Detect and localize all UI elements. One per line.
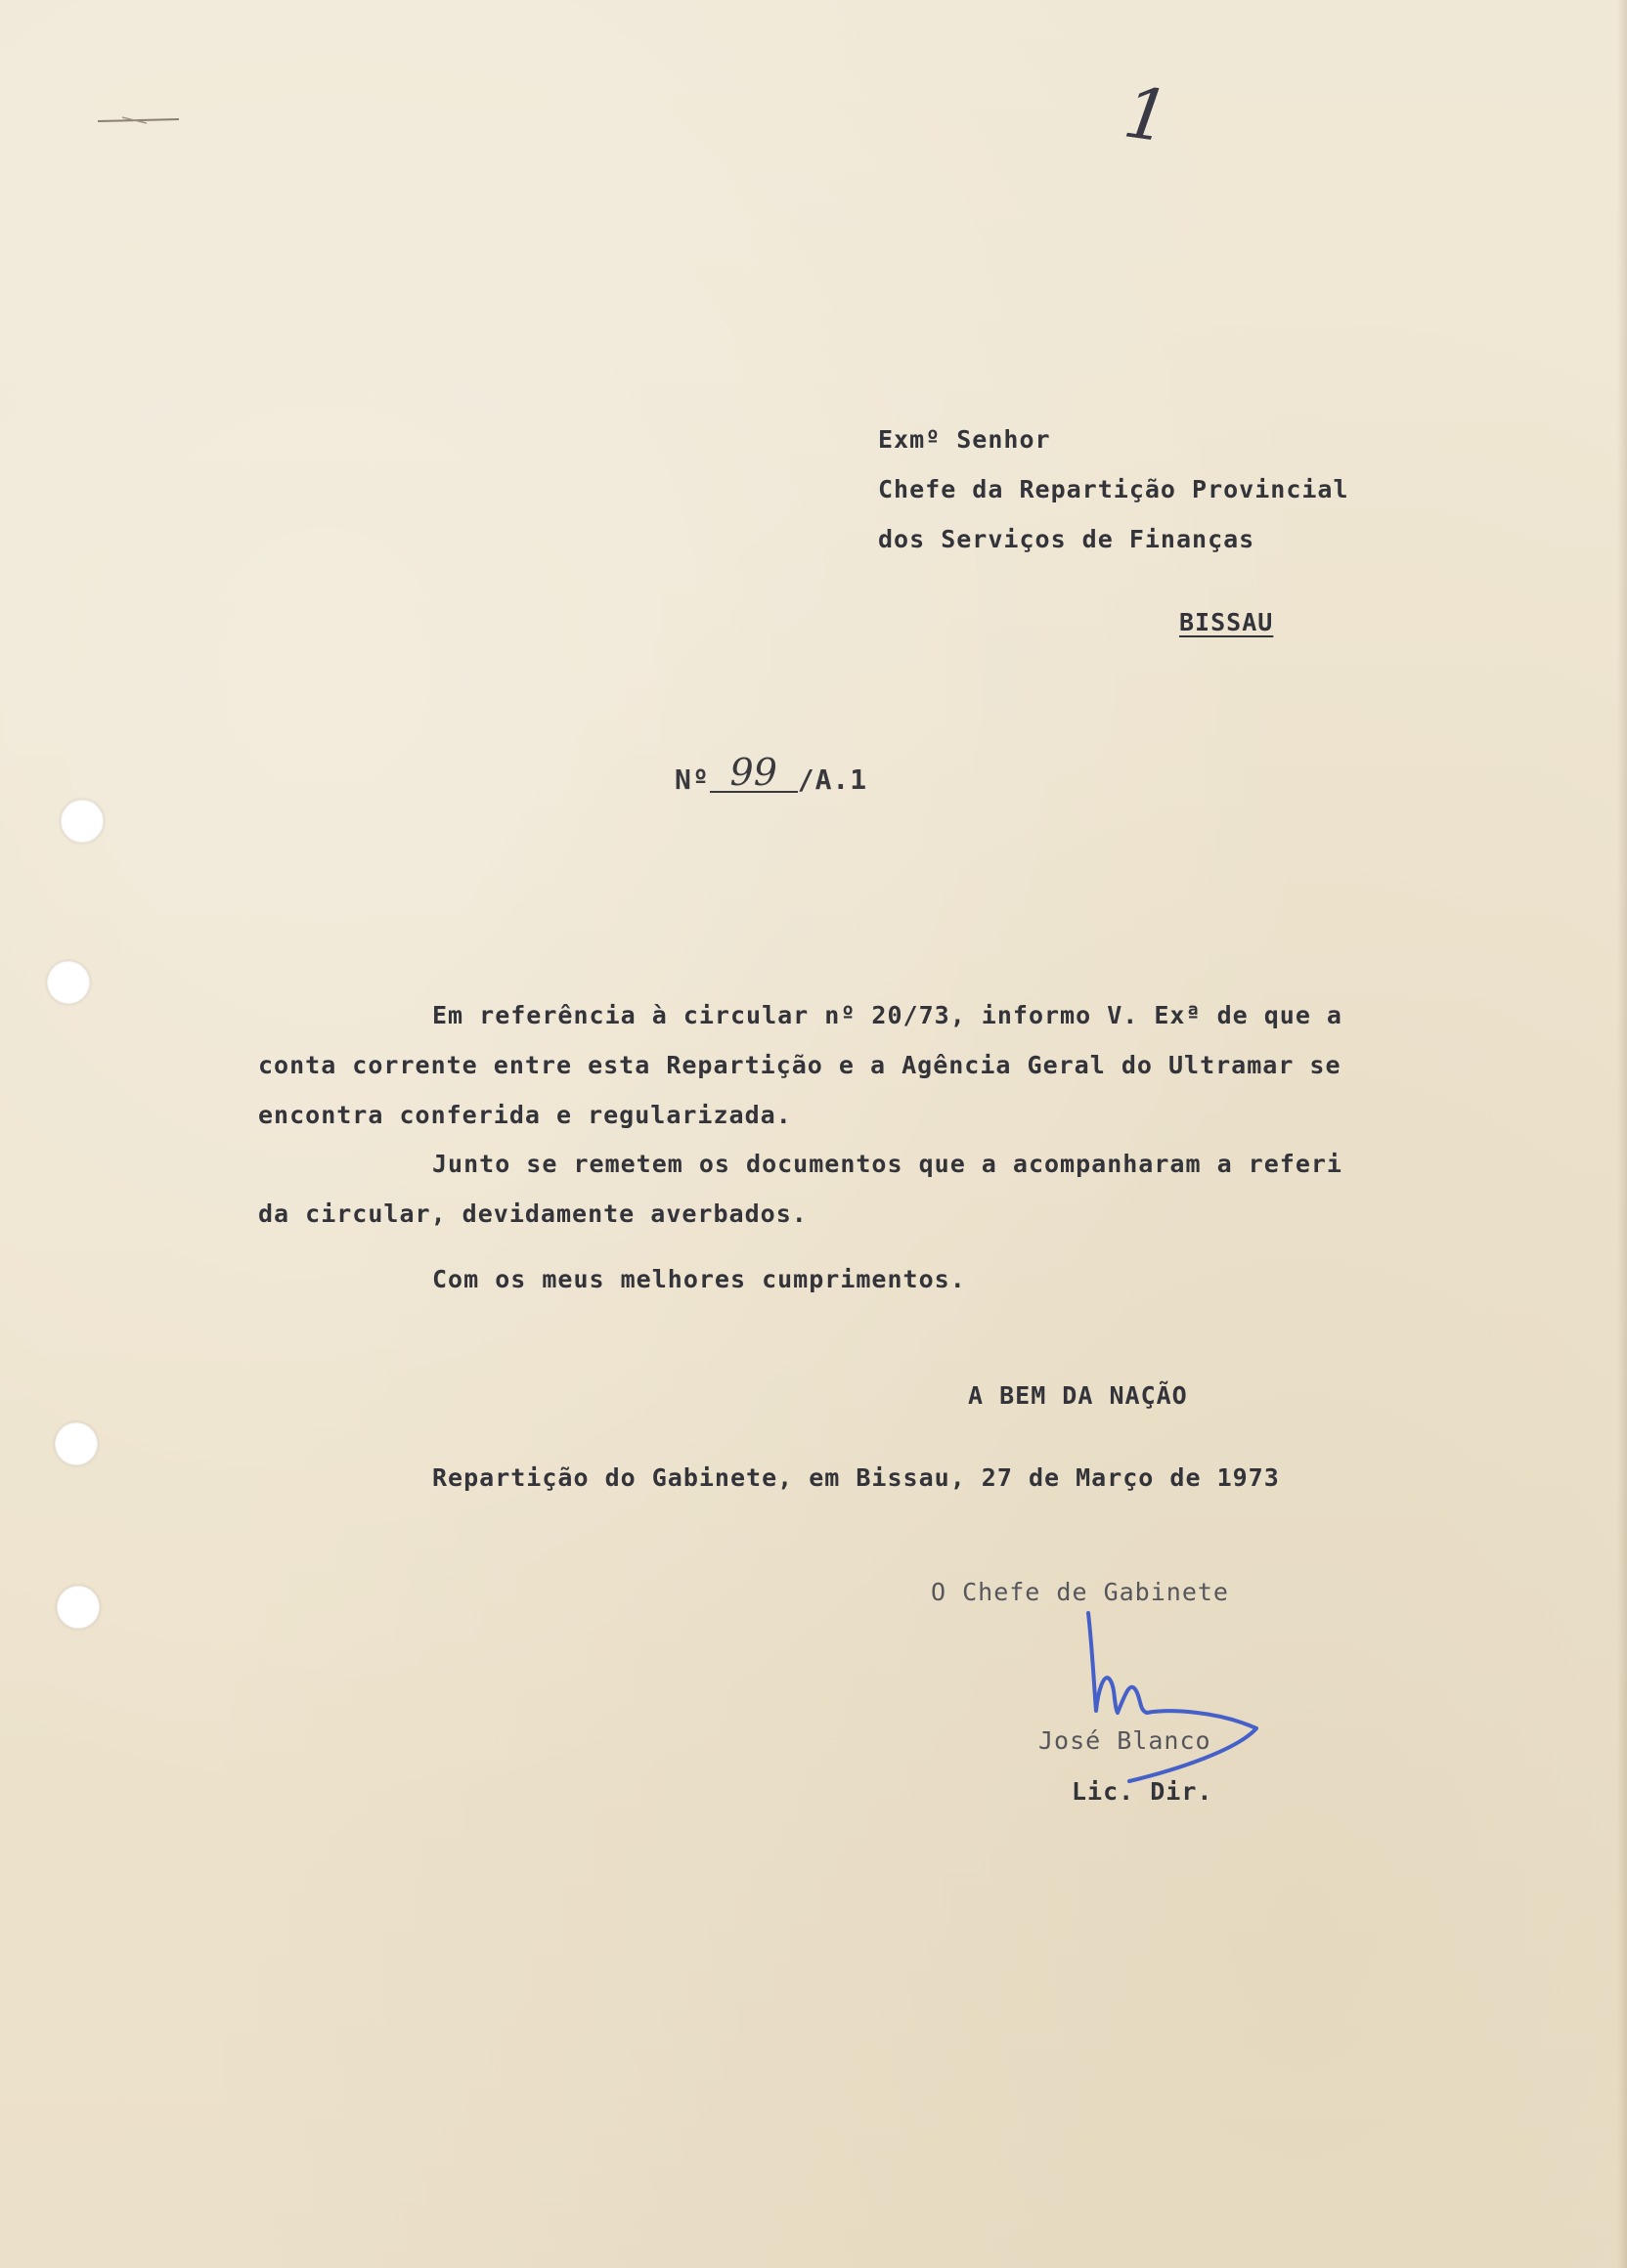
page-number-mark: 1 <box>1119 70 1175 158</box>
signatory-degree: Lic. Dir. <box>1072 1777 1213 1806</box>
punch-hole <box>47 961 90 1004</box>
body-paragraph-1-line-2: conta corrente entre esta Repartição e a Agência Geral do Ultramar se <box>258 1051 1341 1079</box>
closing-place-date: Repartição do Gabinete, em Bissau, 27 de Março de 1973 <box>432 1463 1280 1492</box>
body-paragraph-1-line-1: Em referência à circular nº 20/73, informo V. Exª de que a <box>432 1001 1342 1029</box>
staple-mark <box>93 108 186 137</box>
closing-motto: A BEM DA NAÇÃO <box>968 1381 1188 1410</box>
reference-number <box>675 751 868 797</box>
reference-suffix: /A.1 <box>797 763 868 796</box>
reference-prefix: Nº <box>675 763 710 796</box>
punch-hole <box>61 800 104 843</box>
reference-handwritten-number: 99 <box>710 754 798 793</box>
addressee-city: BISSAU <box>1179 608 1274 636</box>
addressee-salutation: Exmº Senhor <box>878 425 1051 454</box>
body-paragraph-2-line-1: Junto se remetem os documentos que a acompanharam a referi <box>432 1150 1342 1178</box>
body-paragraph-2-line-2: da circular, devidamente averbados. <box>258 1199 808 1228</box>
handwritten-signature <box>1071 1603 1276 1789</box>
signatory-title: O Chefe de Gabinete <box>931 1578 1229 1606</box>
punch-hole <box>57 1586 100 1629</box>
addressee-department: dos Serviços de Finanças <box>878 525 1255 553</box>
signatory-name: José Blanco <box>1038 1726 1211 1755</box>
body-paragraph-3: Com os meus melhores cumprimentos. <box>432 1265 966 1293</box>
punch-hole <box>55 1422 98 1465</box>
body-paragraph-1-line-3: encontra conferida e regularizada. <box>258 1101 792 1129</box>
addressee-office: Chefe da Repartição Provincial <box>878 475 1349 503</box>
